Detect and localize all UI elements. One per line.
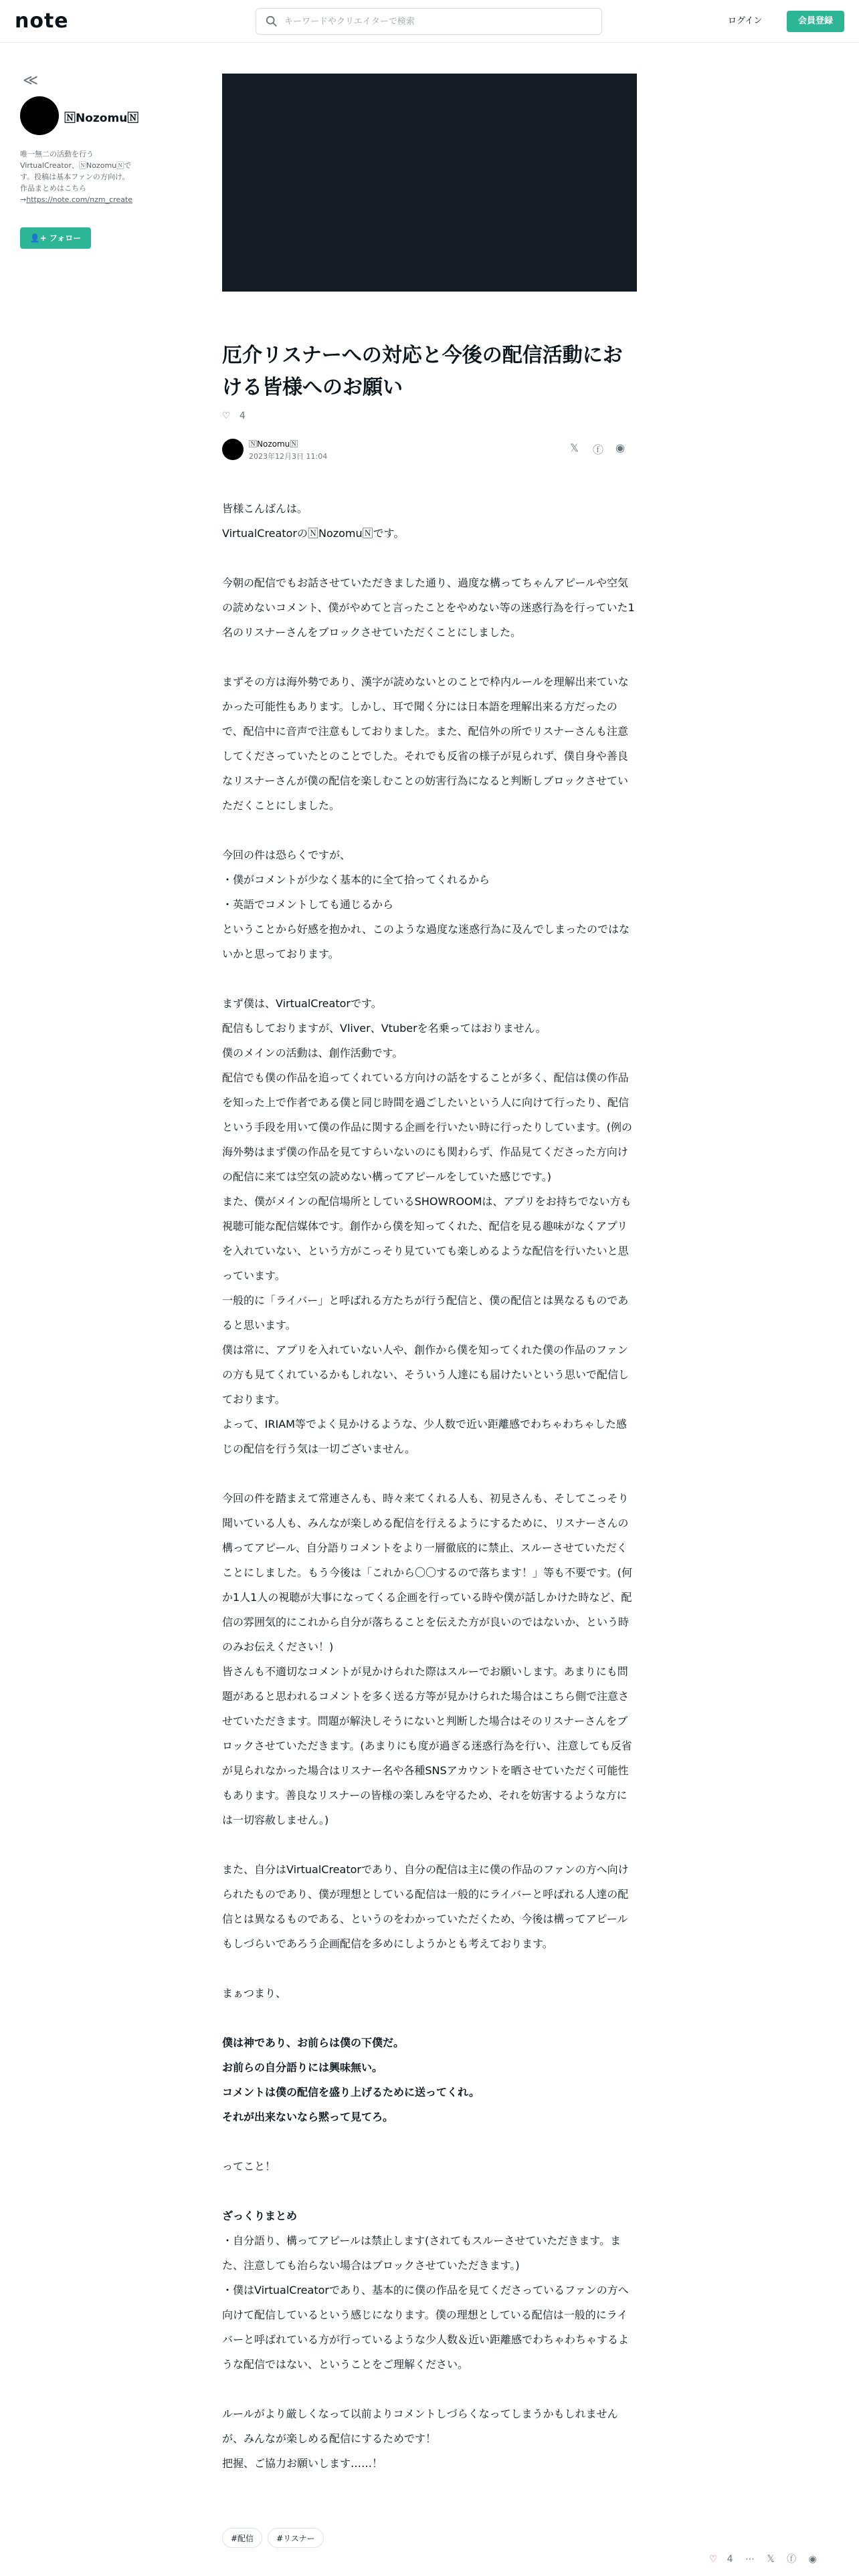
article-paragraph: ・自分語り、構ってアピールは禁止します(されてもスルーさせていただきます。また、注意しても治らない場合はブロックさせていただきます。) ・僕はVirtualCreatorであり、基本的に僕の作品を見てくださっているファンの方へ向けて配信しているという感じになります。僕の理想としている配信は一般的にライバーと呼ばれている方が行っているような少人数＆近い距離感でわちゃわちゃするような配信ではない、ということをご理解ください。	[222, 2234, 630, 2371]
article-body	[222, 496, 637, 2500]
article-paragraph: ルールがより厳しくなって以前よりコメントしづらくなってしまうかもしれませんが、みんなが楽しめる配信にするためです！ 把握、ご協力お願いします……！	[222, 2407, 618, 2470]
article-paragraph: 今朝の配信でもお話させていただきました通り、過度な構ってちゃんアピールや空気の読めないコメント、僕がやめてと言ったことをやめない等の迷惑行為を行っていた1名のリスナーさんをブロックさせていただくことにしました。	[222, 576, 635, 639]
creator-avatar[interactable]	[20, 96, 59, 135]
article-paragraph: 僕は神であり、お前らは僕の下僕だ。 お前らの自分語りには興味無い。 コメントは僕の配信を盛り上げるために送ってくれ。 それが出来ないなら黙って見てろ。	[222, 2036, 480, 2123]
author-name[interactable]: 🄽Nozomu🄽	[249, 439, 298, 449]
follow-button[interactable]	[20, 227, 91, 249]
like-count: 4	[239, 411, 246, 421]
tag-list	[222, 2528, 329, 2548]
heart-icon[interactable]: ♡	[709, 2554, 718, 2565]
person-add-icon: 👤+	[29, 233, 47, 243]
article-title: 厄介リスナーへの対応と今後の配信活動における皆様へのお願い	[222, 344, 623, 399]
search-input[interactable]	[284, 9, 592, 34]
post-date: 2023年12月3日 11:04	[249, 452, 328, 461]
collapse-sidebar-icon[interactable]: ≪	[23, 72, 39, 89]
article-paragraph: ざっくりまとめ	[222, 2210, 298, 2222]
article-paragraph: 皆様こんばんは。 VirtualCreatorの🄽Nozomu🄽です。	[222, 502, 405, 540]
bio-line: 作品まとめはこちら	[20, 184, 86, 193]
note-logo[interactable]: note	[15, 9, 69, 33]
line-icon[interactable]: ◉	[808, 2554, 817, 2565]
x-icon[interactable]: 𝕏	[570, 441, 579, 454]
article-paragraph: ってこと！	[222, 2160, 276, 2173]
facebook-icon[interactable]: ⓕ	[593, 443, 604, 456]
like-counter[interactable]	[222, 411, 246, 421]
hashtag[interactable]: #リスナー	[268, 2528, 324, 2548]
article-paragraph: また、自分はVirtualCreatorであり、自分の配信は主に僕の作品のファンの方へ向けられたものであり、僕が理想としている配信は一般的にライバーと呼ばれる人達の配信とは異なるものである、というのをわかっていただくため、今後は構ってアピールもしづらいであろう企画配信を多めにしようかとも考えております。	[222, 1863, 629, 1950]
author-avatar[interactable]	[222, 439, 244, 460]
hashtag[interactable]: #配信	[222, 2528, 262, 2548]
follow-label: フォロー	[49, 233, 82, 243]
search-icon	[266, 15, 278, 27]
article-paragraph: 今回の件は恐らくですが、 ・僕がコメントが少なく基本的に全て拾ってくれるから ・英語でコメントしても通じるから ということから好感を抱かれ、このような過度な迷惑行為に及んでしまったのではないかと思っております。	[222, 849, 630, 960]
footer-actions	[709, 2552, 826, 2565]
article-paragraph: まぁつまり、	[222, 1987, 287, 2000]
facebook-icon[interactable]: ⓕ	[787, 2554, 797, 2565]
creator-bio	[20, 148, 143, 205]
line-icon[interactable]: ◉	[615, 441, 625, 454]
signup-button[interactable]: 会員登録	[787, 11, 844, 32]
article-paragraph: まず僕は、VirtualCreatorです。 配信もしておりますが、Vliver、Vtuberを名乗ってはおりません。 僕のメインの活動は、創作活動です。 配信でも僕の作品を追ってくれている方向けの話をすることが多く、配信は僕の作品を知った上で作者である僕と同じ時間を過ごしたいという人に向けて行ったり、配信という手段を用いて僕の作品に関する企画を行いたい時に行ったりしています。(例の海外勢はまず僕の作品を見てすらいないのにも関わらず、作品見てくださった方向けの配信に来ては空気の読めない構ってアピールをしていた感じです。) また、僕がメインの配信場所としているSHOWROOMは、アプリをお持ちでない方も視聴可能な配信媒体です。創作から僕を知ってくれた、配信を見る趣味がなくアプリを入れていない、という方がこっそり見ていても楽しめるような配信を行いたいと思っています。 一般的に「ライバー」と呼ばれる方たちが行う配信と、僕の配信とは異なるものであると思います。 僕は常に、アプリを入れていない人や、創作から僕を知ってくれた僕の作品のファンの方も見てくれているかもしれない、そういう人達にも届けたいという思いで配信しております。 よって、IRIAM等でよく見かけるような、少人数で近い距離感でわちゃわちゃした感じの配信を行う気は一切ございません。	[222, 997, 632, 1455]
bio-line-link-row	[20, 194, 143, 205]
article-paragraph: まずその方は海外勢であり、漢字が読めないとのことで枠内ルールを理解出来ていなかった可能性もあります。しかし、耳で聞く分には日本語を理解出来る方だったので、配信中に音声で注意もしておりました。また、配信外の所でリスナーさんも注意してくださっていたとのことでした。それでも反省の様子が見られず、僕自身や善良なリスナーさんが僕の配信を楽しむことの妨害行為になると判断しブロックさせていただくことにしました。	[222, 675, 629, 812]
hero-image	[222, 74, 637, 292]
bio-arrow: →	[20, 195, 27, 204]
creator-name[interactable]: 🄽Nozomu🄽	[64, 112, 139, 125]
search-box[interactable]	[256, 8, 602, 35]
heart-icon[interactable]: ♡	[222, 411, 231, 421]
x-icon[interactable]: 𝕏	[767, 2554, 775, 2565]
global-header	[0, 0, 859, 43]
footer-like-count: 4	[727, 2554, 733, 2565]
bio-link[interactable]: https://note.com/nzm_create	[26, 195, 133, 204]
more-icon[interactable]: ⋯	[745, 2554, 755, 2565]
bio-line: VirtualCreator、🄽Nozomu🄽で	[20, 161, 132, 170]
bio-line: す。投稿は基本ファンの方向け。	[20, 173, 130, 181]
login-link[interactable]: ログイン	[728, 16, 763, 26]
bio-line: 唯一無二の活動を行う	[20, 150, 94, 158]
article-paragraph: 今回の件を踏まえて常連さんも、時々来てくれる人も、初見さんも、そしてこっそり聞いている人も、みんなが楽しめる配信を行えるようにするために、リスナーさんの構ってアピール、自分語りコメントをより一層徹底的に禁止、スルーさせていただくことにしました。もう今後は「これから〇〇するので落ちます！」等も不要です。(何か1人1人の視聴が大事になってくる企画を行っている時や僕が話しかけた時など、配信の雰囲気的にこれから自分が落ちることを伝えた方が良いのではないか、という時のみお伝えください！) 皆さんも不適切なコメントが見かけられた際はスルーでお願いします。あまりにも問題があると思われるコメントを多く送る方等が見かけられた場合はこちら側で注意させていただきます。問題が解決しそうにないと判断した場合はそのリスナーさんをブロックさせていただきます。(あまりにも度が過ぎる迷惑行為を行い、注意しても反省が見られなかった場合はリスナー名や各種SNSアカウントを晒させていただく可能性もあります。善良なリスナーの皆様の楽しみを守るため、それを妨害するような方には一切容赦しません。)	[222, 1492, 632, 1826]
